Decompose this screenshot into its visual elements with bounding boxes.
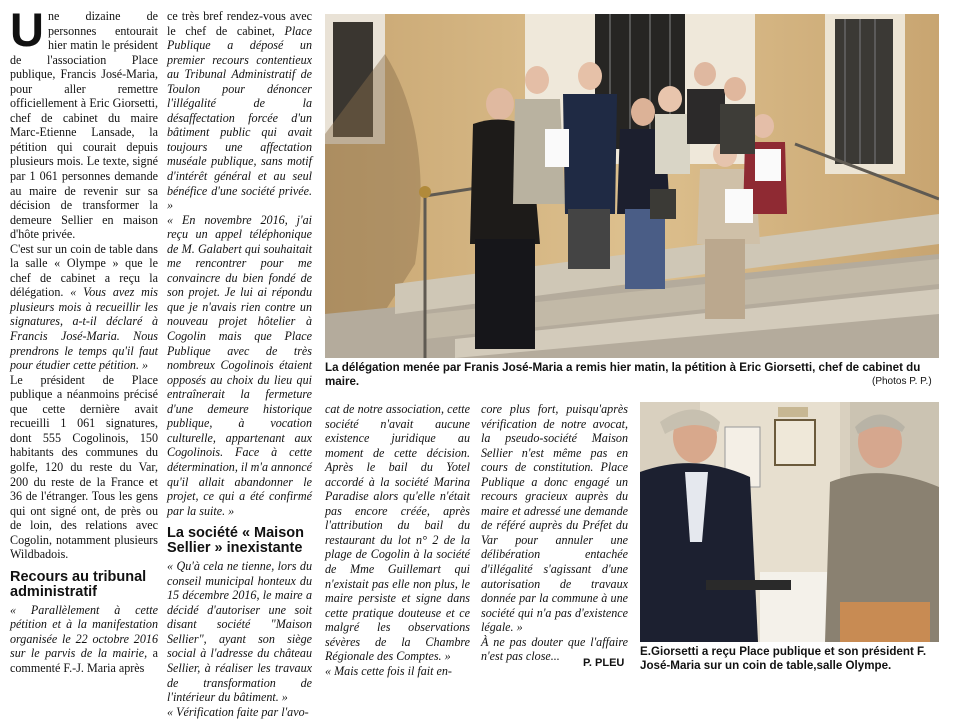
paragraph: ce très bref rendez-vous avec le chef de cabinet, Place Publique a déposé un premier recours contentieux au Tribunal Administratif de Toulon pour dénoncer l'illégalité de la désaffectation forcée d'un bâtiment public qui avait toujours une affectation muséale publique, sans motif d'intérêt général et au seul bénéfice d'une société privée. » <box>167 9 312 213</box>
meeting-photo-image <box>640 402 939 642</box>
article-column-4 <box>481 402 628 664</box>
photo-credit: (Photos P. P.) <box>872 376 932 387</box>
drop-cap: U <box>10 3 44 56</box>
paragraph: À ne pas douter que l'affaire n'est pas close... <box>481 634 628 664</box>
meeting-photo <box>640 402 939 642</box>
paragraph: « Qu'à cela ne tienne, lors du conseil municipal honteux du 15 décembre 2016, le maire a décidé d'autoriser une soit disant société "Maison Sellier", ayant son siège social à l'adresse du château Sellier, à réaliser les travaux de transformation de l'intérieur du bâtiment. » <box>167 559 312 705</box>
article-column-3 <box>325 402 470 678</box>
paragraph: core plus fort, puisqu'après vérification de notre avocat, la pseudo-société Maison Sellier n'est même pas en cours de constitution. Place Publique a donc engagé un recours gracieux auprès du maire et adressé une demande de référé auprès du Préfet du Var pour annuler une délibération entachée d'illégalité s'agissant d'une autorisation de travaux donnée par la commune à une société qui n'a pas d'existence légale. » <box>481 402 628 635</box>
paragraph: Le président de Place publique a néanmoins précisé que cette dernière avait recueilli 1 061 signatures, dont 555 Cogolinois, 150 habitants des communes du golfe, 120 du reste du Var, 200 du reste de la France et 36 de l'étranger. Tous les gens qui ont signé ont, de près ou de loin, des relations avec Cogolin, notamment plusieurs Wildbadois. <box>10 372 158 562</box>
paragraph: « Vérification faite par l'avo- <box>167 704 309 719</box>
paragraph: C'est sur un coin de table dans la salle « Olympe » que le chef de cabinet a reçu la délégation. « Vous avez mis plusieurs mois à recueillir les signatures, a-t-il déclaré à Francis José-Maria. Nous prendrons le temps qu'il faut pour étudier cette pétition. » <box>10 241 158 373</box>
photo-caption-delegation: La délégation menée par Franis José-Maria a remis hier matin, la pétition à Eric Giorsetti, chef de cabinet du maire. <box>325 361 921 388</box>
author-signature: P. PLEU <box>583 657 625 669</box>
section-heading: La société « Maison Sellier » inexistante <box>167 525 304 557</box>
delegation-photo-image <box>325 14 939 358</box>
article-column-2 <box>167 9 312 719</box>
paragraph: « Mais cette fois il fait en- <box>325 663 452 678</box>
section-heading: Recours au tribunal administratif <box>10 568 147 600</box>
article-column-1 <box>10 3 158 676</box>
paragraph: « En novembre 2016, j'ai reçu un appel téléphonique de M. Galabert qui souhaitait me rencontrer pour me convaincre du bien fondé de son projet. Je lui ai répondu que je n'avais rien contre un nouveau projet hôtelier à Cogolin mais que Place Publique avec de très nombreux Cogolinois étaient opposés au choix du lieu qui entraînerait la fermeture d'une demeure historique publique, à vocation culturelle, appartenant aux Cogolinois. Face à cette détermination, il m'a annoncé qu'il allait abandonner le projet, ce qui a été confirmé par la suite. » <box>167 212 313 518</box>
photo-caption-meeting: E.Giorsetti a reçu Place publique et son président F. José-Maria sur un coin de table,salle Olympe. <box>640 645 927 672</box>
paragraph: cat de notre association, cette société n'avait aucune existence juridique au moment de cette décision. Après le bail du Yotel accordé à la société Marina Paradise alors qu'elle n'était pas encore créée, après l'attribution du bail du restaurant du lot n° 2 de la plage de Cogolin à la société de Mme Guillemart qui n'existait pas elle non plus, le maire persiste et signe dans cette pratique douteuse et ce malgré les observations sévères de la Chambre Régionale des Comptes. » <box>325 402 470 664</box>
intro-paragraph: Une dizaine de personnes entourait hier matin le président de l'association Place publique, Francis José-Maria, pour aller remettre officiellement à Eric Giorsetti, chef de cabinet du maire Marc-Etienne Lansade, la pétition qui courait depuis plusieurs mois. Le texte, signé par 1 061 personnes demande au maire de revenir sur sa décision de transformer la demeure Sellier en maison d'hôte privée. <box>10 3 158 242</box>
paragraph: « Parallèlement à cette pétition et à la manifestation organisée le 22 octobre 2016 sur le parvis de la mairie, a commenté F.-J. Maria après <box>10 602 158 675</box>
delegation-photo <box>325 14 939 358</box>
